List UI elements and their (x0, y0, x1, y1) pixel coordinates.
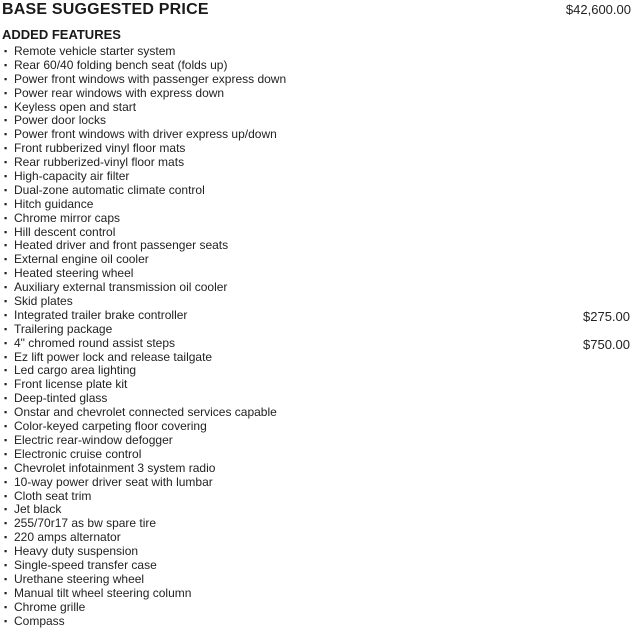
bullet-icon: ▪ (4, 407, 8, 418)
bullet-icon: ▪ (4, 101, 8, 112)
feature-label: Chevrolet infotainment 3 system radio (14, 460, 216, 475)
feature-item (0, 113, 631, 127)
feature-label: Single-speed transfer case (14, 557, 157, 572)
feature-label: Rear 60/40 folding bench seat (folds up) (14, 57, 228, 72)
bullet-icon: ▪ (4, 490, 8, 501)
feature-item (0, 516, 631, 530)
feature-item (0, 127, 631, 141)
feature-label: Power front windows with passenger express down (14, 71, 287, 86)
feature-label: Auxiliary external transmission oil cooler (14, 280, 228, 295)
bullet-icon: ▪ (4, 171, 8, 182)
bullet-icon: ▪ (4, 115, 8, 126)
bullet-icon: ▪ (4, 434, 8, 445)
feature-label: Skid plates (14, 294, 73, 309)
bullet-icon: ▪ (4, 87, 8, 98)
feature-label: Electric rear-window defogger (14, 432, 173, 447)
bullet-icon: ▪ (4, 157, 8, 168)
bullet-icon: ▪ (4, 504, 8, 515)
bullet-icon: ▪ (4, 184, 8, 195)
feature-item (0, 294, 631, 308)
bullet-icon: ▪ (4, 476, 8, 487)
feature-item (0, 558, 631, 572)
feature-item (0, 530, 631, 544)
bullet-icon: ▪ (4, 462, 8, 473)
feature-label: Chrome grille (14, 599, 86, 614)
feature-item (0, 377, 631, 391)
feature-item (0, 266, 631, 280)
feature-label: Front rubberized vinyl floor mats (14, 141, 186, 156)
feature-item (0, 475, 631, 489)
bullet-icon: ▪ (4, 254, 8, 265)
feature-label: Onstar and chevrolet connected services capable (14, 405, 277, 420)
feature-item (0, 419, 631, 433)
bullet-icon: ▪ (4, 546, 8, 557)
feature-item (0, 197, 631, 211)
feature-item (0, 572, 631, 586)
feature-label: Hitch guidance (14, 196, 94, 211)
feature-label: 10-way power driver seat with lumbar (14, 474, 213, 489)
feature-label: Hill descent control (14, 224, 116, 239)
feature-label: Dual-zone automatic climate control (14, 182, 205, 197)
bullet-icon: ▪ (4, 337, 8, 348)
bullet-icon: ▪ (4, 448, 8, 459)
feature-label: Integrated trailer brake controller (14, 307, 188, 322)
added-features-title: ADDED FEATURES (2, 27, 121, 42)
feature-label: Ez lift power lock and release tailgate (14, 349, 213, 364)
feature-price: $750.00 (583, 336, 630, 352)
bullet-icon: ▪ (4, 323, 8, 334)
feature-price: $275.00 (583, 308, 630, 324)
feature-label: Power door locks (14, 113, 107, 128)
feature-item (0, 322, 631, 336)
feature-label: 255/70r17 as bw spare tire (14, 516, 157, 531)
base-price-row (2, 0, 631, 20)
feature-item (0, 447, 631, 461)
base-price-value: $42,600.00 (565, 2, 631, 17)
feature-label: Urethane steering wheel (14, 571, 145, 586)
feature-item (0, 72, 631, 86)
feature-label: Jet black (14, 502, 62, 517)
bullet-icon: ▪ (4, 296, 8, 307)
base-price-title: BASE SUGGESTED PRICE (2, 1, 209, 18)
feature-item (0, 183, 631, 197)
bullet-icon: ▪ (4, 212, 8, 223)
bullet-icon: ▪ (4, 226, 8, 237)
feature-label: Rear rubberized-vinyl floor mats (14, 155, 185, 170)
feature-label: Front license plate kit (14, 377, 128, 392)
feature-item (0, 544, 631, 558)
bullet-icon: ▪ (4, 129, 8, 140)
feature-item (0, 614, 631, 628)
feature-item (0, 502, 631, 516)
bullet-icon: ▪ (4, 601, 8, 612)
feature-label: Heated steering wheel (14, 266, 134, 281)
feature-item (0, 363, 631, 377)
bullet-icon: ▪ (4, 46, 8, 56)
feature-item (0, 433, 631, 447)
feature-label: 220 amps alternator (14, 530, 121, 545)
feature-item (0, 600, 631, 614)
feature-item (0, 86, 631, 100)
feature-item (0, 238, 631, 252)
feature-item (0, 58, 631, 72)
feature-label: Led cargo area lighting (14, 363, 137, 378)
bullet-icon: ▪ (4, 59, 8, 70)
bullet-icon: ▪ (4, 518, 8, 529)
feature-label: Keyless open and start (14, 99, 137, 114)
bullet-icon: ▪ (4, 143, 8, 154)
feature-item (0, 586, 631, 600)
feature-item (0, 155, 631, 169)
added-features-list (0, 44, 631, 627)
feature-label: Power front windows with driver express up/down (14, 127, 277, 142)
bullet-icon: ▪ (4, 309, 8, 320)
feature-item (0, 405, 631, 419)
feature-item (0, 252, 631, 266)
feature-item (0, 141, 631, 155)
feature-label: Deep-tinted glass (14, 391, 108, 406)
bullet-icon: ▪ (4, 379, 8, 390)
bullet-icon: ▪ (4, 615, 8, 626)
bullet-icon: ▪ (4, 240, 8, 251)
feature-label: Compass (14, 613, 65, 628)
feature-item (0, 489, 631, 503)
feature-item (0, 336, 631, 350)
bullet-icon: ▪ (4, 532, 8, 543)
feature-label: Trailering package (14, 321, 113, 336)
feature-item (0, 461, 631, 475)
bullet-icon: ▪ (4, 393, 8, 404)
feature-label: Power rear windows with express down (14, 85, 225, 100)
feature-label: Chrome mirror caps (14, 210, 121, 225)
feature-item (0, 391, 631, 405)
bullet-icon: ▪ (4, 198, 8, 209)
feature-label: Electronic cruise control (14, 446, 142, 461)
feature-label: Heavy duty suspension (14, 544, 139, 559)
feature-item (0, 100, 631, 114)
feature-item (0, 308, 631, 322)
bullet-icon: ▪ (4, 268, 8, 279)
feature-label: Cloth seat trim (14, 488, 92, 503)
feature-label: Manual tilt wheel steering column (14, 585, 192, 600)
feature-item (0, 211, 631, 225)
feature-item (0, 44, 631, 58)
feature-label: External engine oil cooler (14, 252, 149, 267)
feature-item (0, 169, 631, 183)
feature-label: Remote vehicle starter system (14, 44, 176, 58)
bullet-icon: ▪ (4, 351, 8, 362)
feature-label: High-capacity air filter (14, 169, 130, 184)
bullet-icon: ▪ (4, 587, 8, 598)
bullet-icon: ▪ (4, 365, 8, 376)
feature-label: Color-keyed carpeting floor covering (14, 419, 207, 434)
bullet-icon: ▪ (4, 282, 8, 293)
feature-label: 4" chromed round assist steps (14, 335, 176, 350)
feature-item (0, 225, 631, 239)
bullet-icon: ▪ (4, 573, 8, 584)
feature-item (0, 350, 631, 364)
bullet-icon: ▪ (4, 73, 8, 84)
feature-item (0, 280, 631, 294)
feature-label: Heated driver and front passenger seats (14, 238, 229, 253)
bullet-icon: ▪ (4, 421, 8, 432)
bullet-icon: ▪ (4, 559, 8, 570)
